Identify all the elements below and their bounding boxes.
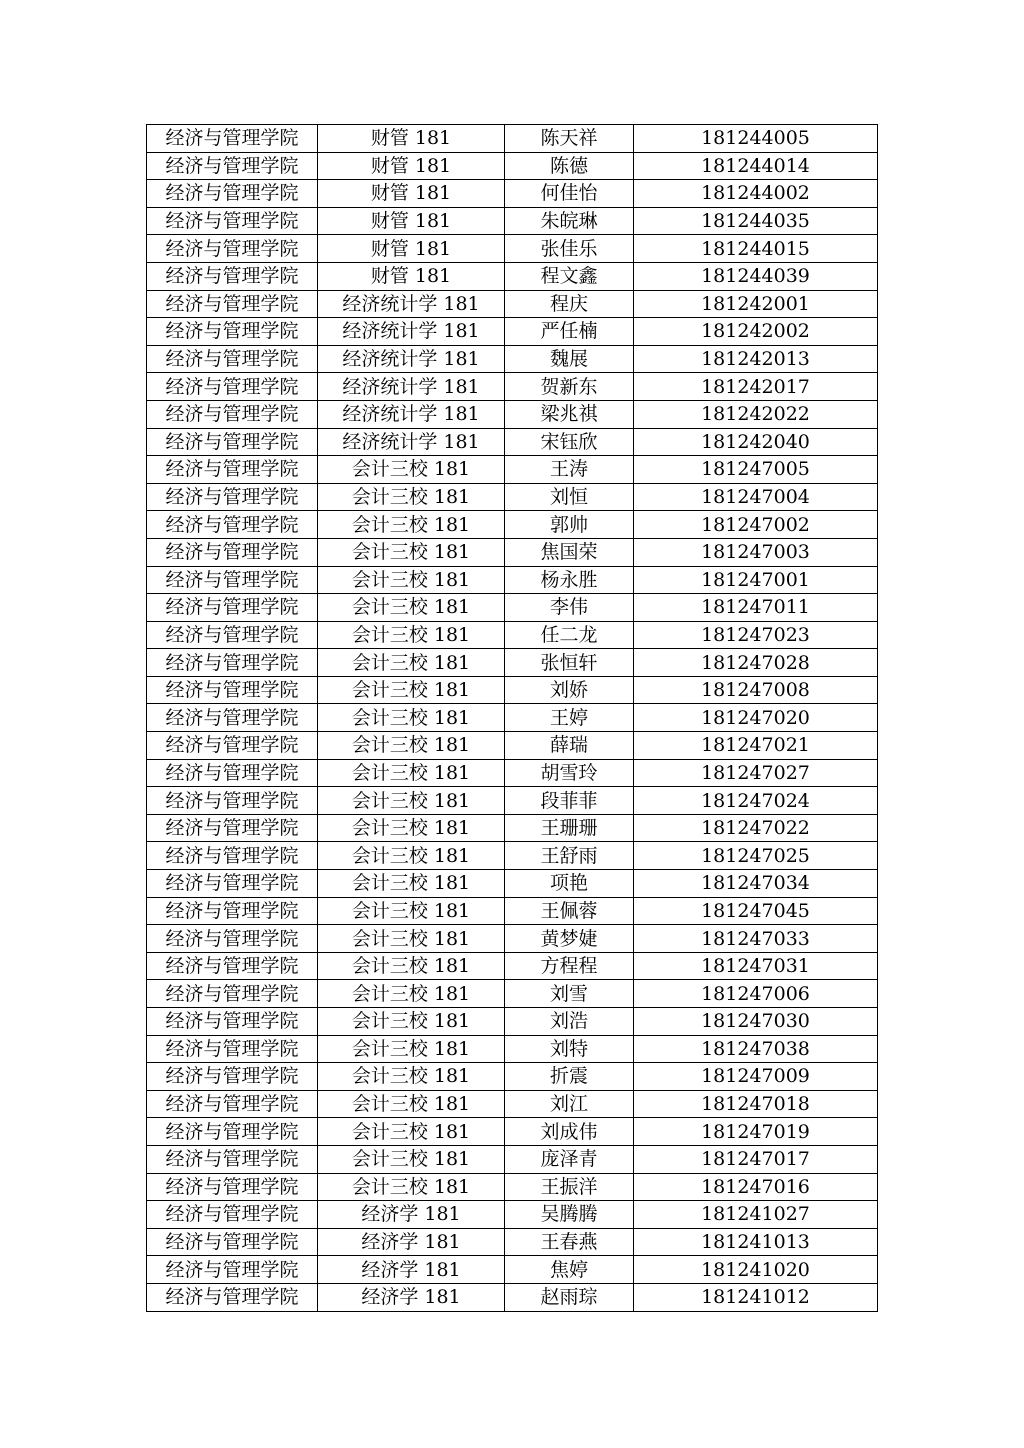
class-cell: 会计三校 181 — [318, 676, 505, 704]
class-cell: 会计三校 181 — [318, 842, 505, 870]
college-cell: 经济与管理学院 — [147, 345, 318, 373]
student-id-cell: 181241012 — [634, 1283, 878, 1311]
college-cell: 经济与管理学院 — [147, 1283, 318, 1311]
student-name-cell: 赵雨琮 — [505, 1283, 634, 1311]
student-id-cell: 181247002 — [634, 511, 878, 539]
student-id-cell: 181242001 — [634, 290, 878, 318]
student-name-cell: 刘成伟 — [505, 1118, 634, 1146]
table-row — [147, 1256, 878, 1284]
table-row — [147, 428, 878, 456]
college-cell: 经济与管理学院 — [147, 235, 318, 263]
class-cell: 会计三校 181 — [318, 1145, 505, 1173]
student-name-cell: 梁兆祺 — [505, 400, 634, 428]
college-cell: 经济与管理学院 — [147, 1035, 318, 1063]
student-id-cell: 181247033 — [634, 925, 878, 953]
college-cell: 经济与管理学院 — [147, 400, 318, 428]
student-id-cell: 181247038 — [634, 1035, 878, 1063]
college-cell: 经济与管理学院 — [147, 1118, 318, 1146]
class-cell: 经济学 181 — [318, 1283, 505, 1311]
student-name-cell: 王振洋 — [505, 1173, 634, 1201]
student-id-cell: 181244002 — [634, 180, 878, 208]
student-id-cell: 181247008 — [634, 676, 878, 704]
college-cell: 经济与管理学院 — [147, 676, 318, 704]
college-cell: 经济与管理学院 — [147, 373, 318, 401]
class-cell: 会计三校 181 — [318, 1118, 505, 1146]
student-name-cell: 王春燕 — [505, 1228, 634, 1256]
student-name-cell: 朱皖琳 — [505, 207, 634, 235]
college-cell: 经济与管理学院 — [147, 511, 318, 539]
class-cell: 财管 181 — [318, 207, 505, 235]
college-cell: 经济与管理学院 — [147, 787, 318, 815]
college-cell: 经济与管理学院 — [147, 704, 318, 732]
college-cell: 经济与管理学院 — [147, 1173, 318, 1201]
class-cell: 经济统计学 181 — [318, 373, 505, 401]
student-name-cell: 王涛 — [505, 456, 634, 484]
class-cell: 会计三校 181 — [318, 483, 505, 511]
table-row — [147, 1145, 878, 1173]
student-name-cell: 折震 — [505, 1063, 634, 1091]
table-row — [147, 538, 878, 566]
table-row — [147, 1173, 878, 1201]
student-name-cell: 焦婷 — [505, 1256, 634, 1284]
class-cell: 经济统计学 181 — [318, 318, 505, 346]
class-cell: 会计三校 181 — [318, 1035, 505, 1063]
college-cell: 经济与管理学院 — [147, 814, 318, 842]
student-id-cell: 181242022 — [634, 400, 878, 428]
table-row — [147, 1090, 878, 1118]
student-id-cell: 181247034 — [634, 870, 878, 898]
student-name-cell: 胡雪玲 — [505, 759, 634, 787]
table-row — [147, 235, 878, 263]
student-name-cell: 李伟 — [505, 594, 634, 622]
college-cell: 经济与管理学院 — [147, 125, 318, 153]
college-cell: 经济与管理学院 — [147, 1201, 318, 1229]
class-cell: 财管 181 — [318, 262, 505, 290]
student-id-cell: 181242002 — [634, 318, 878, 346]
student-name-cell: 王珊珊 — [505, 814, 634, 842]
college-cell: 经济与管理学院 — [147, 621, 318, 649]
class-cell: 经济统计学 181 — [318, 400, 505, 428]
class-cell: 经济统计学 181 — [318, 345, 505, 373]
table-row — [147, 980, 878, 1008]
table-row — [147, 952, 878, 980]
college-cell: 经济与管理学院 — [147, 152, 318, 180]
table-row — [147, 897, 878, 925]
table-row — [147, 1283, 878, 1311]
college-cell: 经济与管理学院 — [147, 1256, 318, 1284]
student-name-cell: 贺新东 — [505, 373, 634, 401]
table-row — [147, 925, 878, 953]
table-row — [147, 1228, 878, 1256]
table-row — [147, 732, 878, 760]
college-cell: 经济与管理学院 — [147, 483, 318, 511]
student-id-cell: 181247031 — [634, 952, 878, 980]
college-cell: 经济与管理学院 — [147, 1090, 318, 1118]
student-name-cell: 杨永胜 — [505, 566, 634, 594]
college-cell: 经济与管理学院 — [147, 318, 318, 346]
college-cell: 经济与管理学院 — [147, 1228, 318, 1256]
student-name-cell: 王婷 — [505, 704, 634, 732]
college-cell: 经济与管理学院 — [147, 897, 318, 925]
student-name-cell: 张佳乐 — [505, 235, 634, 263]
class-cell: 会计三校 181 — [318, 1173, 505, 1201]
class-cell: 会计三校 181 — [318, 952, 505, 980]
student-name-cell: 陈天祥 — [505, 125, 634, 153]
student-name-cell: 刘江 — [505, 1090, 634, 1118]
student-name-cell: 王舒雨 — [505, 842, 634, 870]
table-row — [147, 483, 878, 511]
student-name-cell: 刘娇 — [505, 676, 634, 704]
student-name-cell: 吴腾腾 — [505, 1201, 634, 1229]
class-cell: 会计三校 181 — [318, 897, 505, 925]
student-name-cell: 任二龙 — [505, 621, 634, 649]
table-row — [147, 704, 878, 732]
table-row — [147, 262, 878, 290]
student-name-cell: 严任楠 — [505, 318, 634, 346]
college-cell: 经济与管理学院 — [147, 952, 318, 980]
table-row — [147, 345, 878, 373]
college-cell: 经济与管理学院 — [147, 594, 318, 622]
student-name-cell: 刘恒 — [505, 483, 634, 511]
class-cell: 财管 181 — [318, 152, 505, 180]
class-cell: 会计三校 181 — [318, 980, 505, 1008]
table-row — [147, 207, 878, 235]
college-cell: 经济与管理学院 — [147, 925, 318, 953]
table-row — [147, 1201, 878, 1229]
class-cell: 会计三校 181 — [318, 538, 505, 566]
class-cell: 经济学 181 — [318, 1228, 505, 1256]
student-name-cell: 程庆 — [505, 290, 634, 318]
class-cell: 会计三校 181 — [318, 594, 505, 622]
table-row — [147, 511, 878, 539]
table-row — [147, 814, 878, 842]
class-cell: 经济统计学 181 — [318, 290, 505, 318]
class-cell: 会计三校 181 — [318, 511, 505, 539]
college-cell: 经济与管理学院 — [147, 649, 318, 677]
student-name-cell: 魏展 — [505, 345, 634, 373]
student-name-cell: 薛瑞 — [505, 732, 634, 760]
college-cell: 经济与管理学院 — [147, 1008, 318, 1036]
table-row — [147, 1063, 878, 1091]
college-cell: 经济与管理学院 — [147, 262, 318, 290]
student-id-cell: 181247009 — [634, 1063, 878, 1091]
student-id-cell: 181247020 — [634, 704, 878, 732]
college-cell: 经济与管理学院 — [147, 980, 318, 1008]
table-row — [147, 373, 878, 401]
college-cell: 经济与管理学院 — [147, 180, 318, 208]
class-cell: 会计三校 181 — [318, 759, 505, 787]
class-cell: 财管 181 — [318, 180, 505, 208]
student-name-cell: 宋钰欣 — [505, 428, 634, 456]
student-name-cell: 黄梦婕 — [505, 925, 634, 953]
student-id-cell: 181244039 — [634, 262, 878, 290]
student-name-cell: 何佳怡 — [505, 180, 634, 208]
table-row — [147, 1008, 878, 1036]
student-id-cell: 181247022 — [634, 814, 878, 842]
student-name-cell: 程文鑫 — [505, 262, 634, 290]
student-id-cell: 181242040 — [634, 428, 878, 456]
student-roster-table — [146, 124, 878, 1312]
college-cell: 经济与管理学院 — [147, 870, 318, 898]
college-cell: 经济与管理学院 — [147, 759, 318, 787]
student-id-cell: 181247016 — [634, 1173, 878, 1201]
student-id-cell: 181241020 — [634, 1256, 878, 1284]
table-row — [147, 621, 878, 649]
table-row — [147, 759, 878, 787]
class-cell: 会计三校 181 — [318, 456, 505, 484]
college-cell: 经济与管理学院 — [147, 1145, 318, 1173]
table-row — [147, 787, 878, 815]
table-row — [147, 152, 878, 180]
college-cell: 经济与管理学院 — [147, 1063, 318, 1091]
class-cell: 会计三校 181 — [318, 704, 505, 732]
student-id-cell: 181247004 — [634, 483, 878, 511]
student-name-cell: 段菲菲 — [505, 787, 634, 815]
student-name-cell: 张恒轩 — [505, 649, 634, 677]
student-id-cell: 181247025 — [634, 842, 878, 870]
student-id-cell: 181247003 — [634, 538, 878, 566]
college-cell: 经济与管理学院 — [147, 732, 318, 760]
student-id-cell: 181244035 — [634, 207, 878, 235]
class-cell: 会计三校 181 — [318, 787, 505, 815]
student-id-cell: 181247045 — [634, 897, 878, 925]
table-row — [147, 400, 878, 428]
class-cell: 经济学 181 — [318, 1201, 505, 1229]
student-name-cell: 王佩蓉 — [505, 897, 634, 925]
student-name-cell: 陈德 — [505, 152, 634, 180]
college-cell: 经济与管理学院 — [147, 290, 318, 318]
college-cell: 经济与管理学院 — [147, 566, 318, 594]
class-cell: 经济统计学 181 — [318, 428, 505, 456]
table-row — [147, 594, 878, 622]
class-cell: 会计三校 181 — [318, 732, 505, 760]
class-cell: 会计三校 181 — [318, 870, 505, 898]
class-cell: 会计三校 181 — [318, 1063, 505, 1091]
class-cell: 会计三校 181 — [318, 1090, 505, 1118]
class-cell: 经济学 181 — [318, 1256, 505, 1284]
class-cell: 会计三校 181 — [318, 814, 505, 842]
table-row — [147, 649, 878, 677]
student-id-cell: 181247018 — [634, 1090, 878, 1118]
roster-body — [147, 125, 878, 1312]
student-id-cell: 181247006 — [634, 980, 878, 1008]
table-row — [147, 125, 878, 153]
student-id-cell: 181247005 — [634, 456, 878, 484]
college-cell: 经济与管理学院 — [147, 538, 318, 566]
student-name-cell: 焦国荣 — [505, 538, 634, 566]
college-cell: 经济与管理学院 — [147, 428, 318, 456]
student-name-cell: 庞泽青 — [505, 1145, 634, 1173]
table-row — [147, 1118, 878, 1146]
student-id-cell: 181241013 — [634, 1228, 878, 1256]
table-row — [147, 676, 878, 704]
college-cell: 经济与管理学院 — [147, 456, 318, 484]
student-id-cell: 181247028 — [634, 649, 878, 677]
student-id-cell: 181247001 — [634, 566, 878, 594]
class-cell: 财管 181 — [318, 125, 505, 153]
student-id-cell: 181247027 — [634, 759, 878, 787]
student-id-cell: 181244015 — [634, 235, 878, 263]
student-id-cell: 181241027 — [634, 1201, 878, 1229]
table-row — [147, 842, 878, 870]
student-id-cell: 181244014 — [634, 152, 878, 180]
class-cell: 会计三校 181 — [318, 566, 505, 594]
class-cell: 会计三校 181 — [318, 1008, 505, 1036]
class-cell: 财管 181 — [318, 235, 505, 263]
student-id-cell: 181247019 — [634, 1118, 878, 1146]
table-row — [147, 870, 878, 898]
student-id-cell: 181242013 — [634, 345, 878, 373]
table-row — [147, 180, 878, 208]
student-name-cell: 刘特 — [505, 1035, 634, 1063]
student-id-cell: 181247017 — [634, 1145, 878, 1173]
student-id-cell: 181242017 — [634, 373, 878, 401]
student-name-cell: 郭帅 — [505, 511, 634, 539]
college-cell: 经济与管理学院 — [147, 842, 318, 870]
student-name-cell: 刘浩 — [505, 1008, 634, 1036]
table-row — [147, 456, 878, 484]
table-row — [147, 290, 878, 318]
class-cell: 会计三校 181 — [318, 925, 505, 953]
class-cell: 会计三校 181 — [318, 621, 505, 649]
table-row — [147, 1035, 878, 1063]
student-id-cell: 181247024 — [634, 787, 878, 815]
student-name-cell: 刘雪 — [505, 980, 634, 1008]
student-name-cell: 方程程 — [505, 952, 634, 980]
student-id-cell: 181247030 — [634, 1008, 878, 1036]
table-row — [147, 318, 878, 346]
class-cell: 会计三校 181 — [318, 649, 505, 677]
student-name-cell: 项艳 — [505, 870, 634, 898]
student-id-cell: 181247011 — [634, 594, 878, 622]
student-id-cell: 181247023 — [634, 621, 878, 649]
table-row — [147, 566, 878, 594]
student-id-cell: 181244005 — [634, 125, 878, 153]
college-cell: 经济与管理学院 — [147, 207, 318, 235]
student-id-cell: 181247021 — [634, 732, 878, 760]
